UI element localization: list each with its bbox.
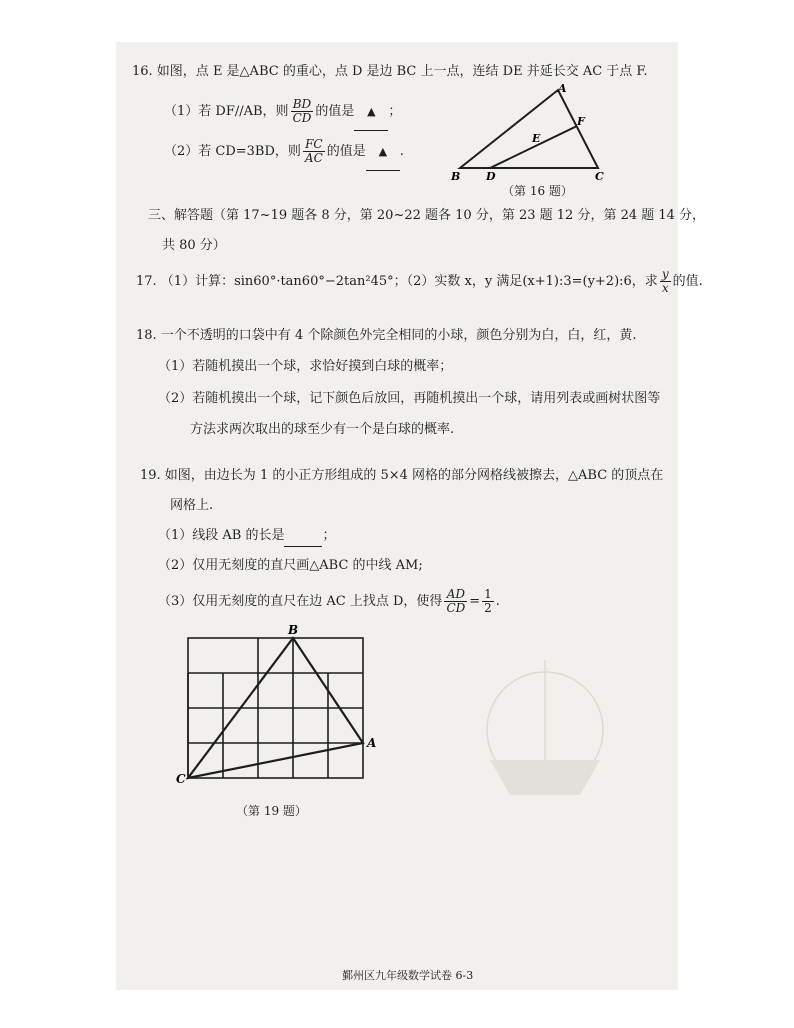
q16-part2 bbox=[164, 134, 404, 171]
q19-p1-end: ； bbox=[322, 528, 336, 543]
q16-caption: （第 16 题） bbox=[502, 184, 573, 198]
q17 bbox=[136, 264, 703, 300]
q16-stem: 16. 如图，点 E 是△ABC 的重心，点 D 是边 BC 上一点，连结 DE 并延长交 AC 于点 F. bbox=[132, 64, 648, 79]
q16-label-f: F bbox=[577, 115, 585, 128]
q16-p2-numerator: FC bbox=[303, 138, 325, 152]
q19-part1 bbox=[158, 526, 336, 547]
bleed-through-figure bbox=[480, 620, 620, 820]
q16-p2-prefix: （2）若 CD=3BD，则 bbox=[164, 144, 301, 159]
q16-p1-prefix: （1）若 DF//AB，则 bbox=[164, 104, 289, 119]
q16-label-e: E bbox=[532, 132, 541, 145]
q19-p3-equals: = bbox=[469, 594, 481, 609]
q18-stem: 18. 一个不透明的口袋中有 4 个除颜色外完全相同的小球，颜色分别为白，白，红，黄. bbox=[136, 328, 637, 343]
q16-p1-suffix: 的值是 bbox=[315, 104, 355, 119]
q19-p3-ratio-num: 1 bbox=[484, 587, 492, 601]
q16-p1-numerator: BD bbox=[291, 98, 314, 112]
q19-p3-prefix: （3）仅用无刻度的直尺在边 AC 上找点 D，使得 bbox=[158, 594, 443, 609]
section3-heading-cont: 共 80 分） bbox=[162, 238, 226, 253]
q16-part1 bbox=[164, 94, 401, 131]
q19-stem: 19. 如图，由边长为 1 的小正方形组成的 5×4 网格的部分网格线被擦去，△ABC 的顶点在 bbox=[140, 468, 664, 483]
q19-p3-ratio bbox=[482, 588, 494, 615]
q19-label-c: C bbox=[176, 772, 186, 786]
q16-p2-suffix: 的值是 bbox=[326, 144, 366, 159]
q16-p1-denominator: CD bbox=[292, 111, 312, 125]
q17-fraction bbox=[660, 268, 671, 295]
q16-label-b: B bbox=[451, 170, 461, 183]
q16-label-a: A bbox=[558, 82, 567, 95]
triangle-placeholder-icon: ▲ bbox=[378, 145, 388, 158]
q16-p1-end: ； bbox=[388, 104, 402, 119]
q16-p2-fraction bbox=[303, 138, 325, 165]
q19-p3-numerator: AD bbox=[444, 588, 467, 602]
q16-figure bbox=[446, 80, 616, 185]
q17-suffix: 的值. bbox=[672, 274, 703, 289]
q17-denominator: x bbox=[661, 281, 669, 295]
q18-part2: （2）若随机摸出一个球，记下颜色后放回，再随机摸出一个球，请用列表或画树状图等 bbox=[158, 391, 661, 406]
q18-part2-cont: 方法求两次取出的球至少有一个是白球的概率. bbox=[190, 422, 455, 437]
q19-grid-figure bbox=[176, 620, 386, 790]
q19-part3 bbox=[158, 584, 500, 620]
q16-p2-end: . bbox=[399, 144, 404, 159]
q19-p3-fraction bbox=[444, 588, 467, 615]
q17-numerator: y bbox=[661, 267, 669, 281]
q19-label-a: A bbox=[367, 736, 377, 750]
q19-p3-denominator: CD bbox=[446, 601, 466, 615]
q19-p1-answer-blank[interactable] bbox=[284, 526, 322, 547]
q16-p1-fraction bbox=[291, 98, 314, 125]
q16-p1-answer-blank[interactable] bbox=[354, 94, 388, 131]
q16-label-c: C bbox=[595, 170, 604, 183]
q19-p1-text: （1）线段 AB 的长是 bbox=[158, 528, 285, 543]
q16-p2-answer-blank[interactable] bbox=[366, 134, 400, 171]
q19-stem-cont: 网格上. bbox=[170, 498, 214, 513]
q19-p3-end: . bbox=[495, 594, 500, 609]
q16-p2-denominator: AC bbox=[304, 151, 323, 165]
page-footer: 鄞州区九年级数学试卷 6-3 bbox=[342, 969, 474, 982]
q19-p3-ratio-den: 2 bbox=[484, 601, 492, 615]
q17-text: 17. （1）计算：sin60°·tan60°−2tan²45°；（2）实数 x，y 满足(x+1):3=(y+2):6，求 bbox=[136, 274, 658, 289]
section3-heading: 三、解答题（第 17~19 题各 8 分，第 20~22 题各 10 分，第 23 题 12 分，第 24 题 14 分， bbox=[148, 208, 706, 223]
q16-label-d: D bbox=[486, 170, 496, 183]
q19-label-b: B bbox=[288, 623, 299, 637]
q19-caption: （第 19 题） bbox=[236, 804, 307, 818]
q18-part1: （1）若随机摸出一个球，求恰好摸到白球的概率； bbox=[158, 359, 453, 374]
q19-part2: （2）仅用无刻度的直尺画△ABC 的中线 AM; bbox=[158, 558, 423, 573]
triangle-placeholder-icon: ▲ bbox=[367, 105, 376, 118]
